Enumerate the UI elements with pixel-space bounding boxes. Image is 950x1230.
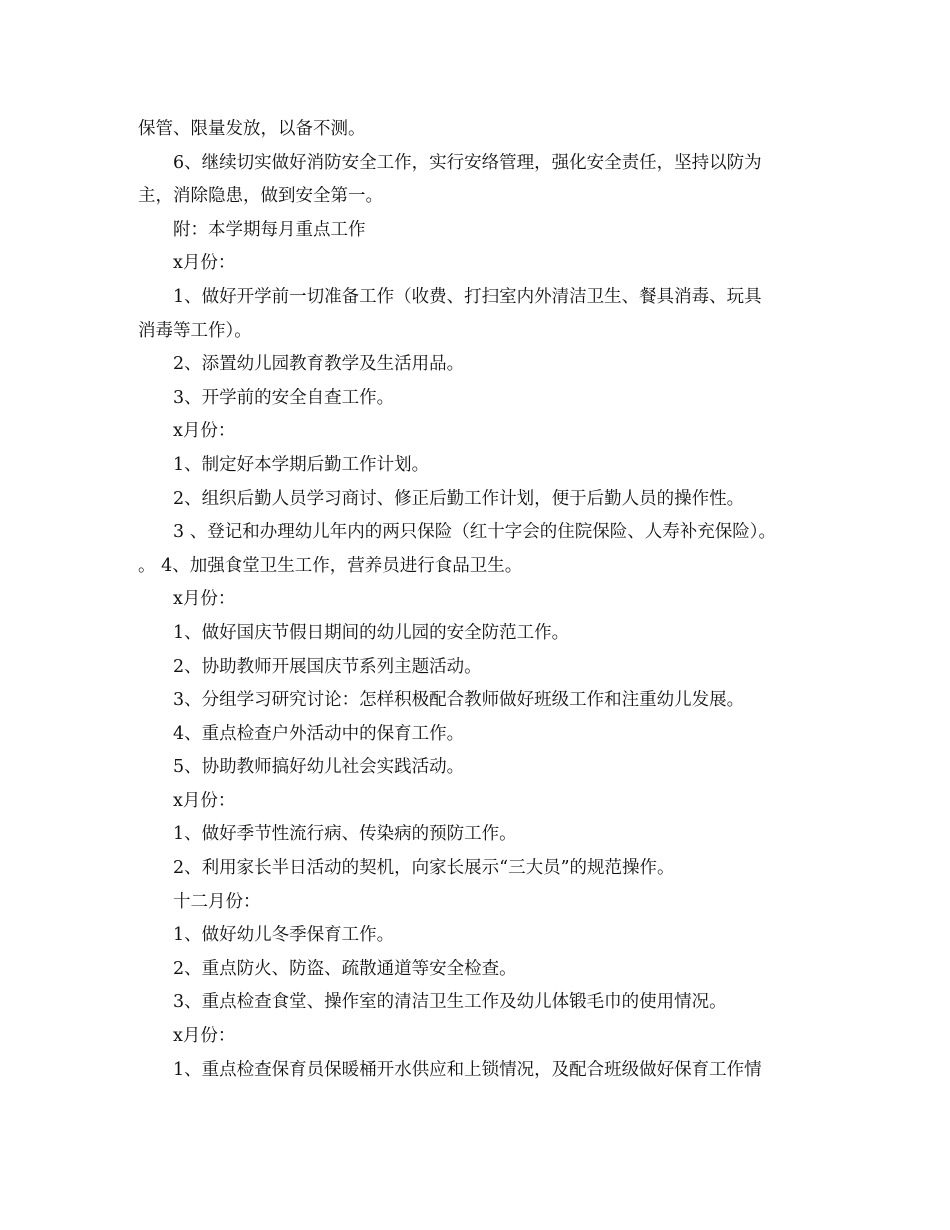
text-line: 1、做好幼儿冬季保育工作。 — [173, 925, 395, 946]
text-line: 6、继续切实做好消防安全工作，实行安络管理，强化安全责任，坚持以防为 — [173, 152, 762, 173]
text-line: 3、分组学习研究讨论：怎样积极配合教师做好班级工作和注重幼儿发展。 — [173, 690, 745, 711]
text-line: 1、做好季节性流行病、传染病的预防工作。 — [173, 824, 517, 845]
month-heading: x月份： — [173, 1026, 236, 1047]
text-line: 5、协助教师搞好幼儿社会实践活动。 — [173, 757, 465, 778]
month-heading: x月份： — [173, 790, 236, 811]
text-line: 3、开学前的安全自查工作。 — [173, 387, 395, 408]
text-line: 2、组织后勤人员学习商讨、修正后勤工作计划，便于后勤人员的操作性。 — [173, 488, 745, 509]
month-heading: x月份： — [173, 421, 236, 442]
month-heading: x月份： — [173, 253, 236, 274]
text-line: 3、重点检查食堂、操作室的清洁卫生工作及幼儿体锻毛巾的使用情况。 — [173, 992, 727, 1013]
text-line: 2、添置幼儿园教育教学及生活用品。 — [173, 354, 465, 375]
text-line: 1、做好开学前一切准备工作（收费、打扫室内外清洁卫生、餐具消毒、玩具 — [173, 286, 762, 307]
text-line: 1、做好国庆节假日期间的幼儿园的安全防范工作。 — [173, 622, 570, 643]
text-line: 。 4、加强食堂卫生工作，营养员进行食品卫生。 — [138, 555, 523, 576]
month-heading: x月份： — [173, 589, 236, 610]
text-line: 3 、登记和办理幼儿年内的两只保险（红十字会的住院保险、人寿补充保险）。 — [173, 522, 776, 543]
text-line: 2、利用家长半日活动的契机，向家长展示“三大员”的规范操作。 — [173, 858, 675, 879]
text-line: 4、重点检查户外活动中的保育工作。 — [173, 723, 465, 744]
text-line: 2、重点防火、防盗、疏散通道等安全检查。 — [173, 958, 517, 979]
text-line: 附：本学期每月重点工作 — [173, 219, 366, 240]
document-body — [138, 113, 818, 1087]
month-heading: 十二月份： — [173, 891, 261, 912]
text-line: 主，消除隐患，做到安全第一。 — [138, 186, 383, 207]
text-line: 2、协助教师开展国庆节系列主题活动。 — [173, 656, 482, 677]
text-line: 消毒等工作）。 — [138, 320, 252, 341]
text-line: 1、重点检查保育员保暖桶开水供应和上锁情况，及配合班级做好保育工作情 — [173, 1059, 762, 1080]
text-line: 保管、限量发放，以备不测。 — [138, 119, 366, 139]
text-line: 1、制定好本学期后勤工作计划。 — [173, 454, 430, 475]
